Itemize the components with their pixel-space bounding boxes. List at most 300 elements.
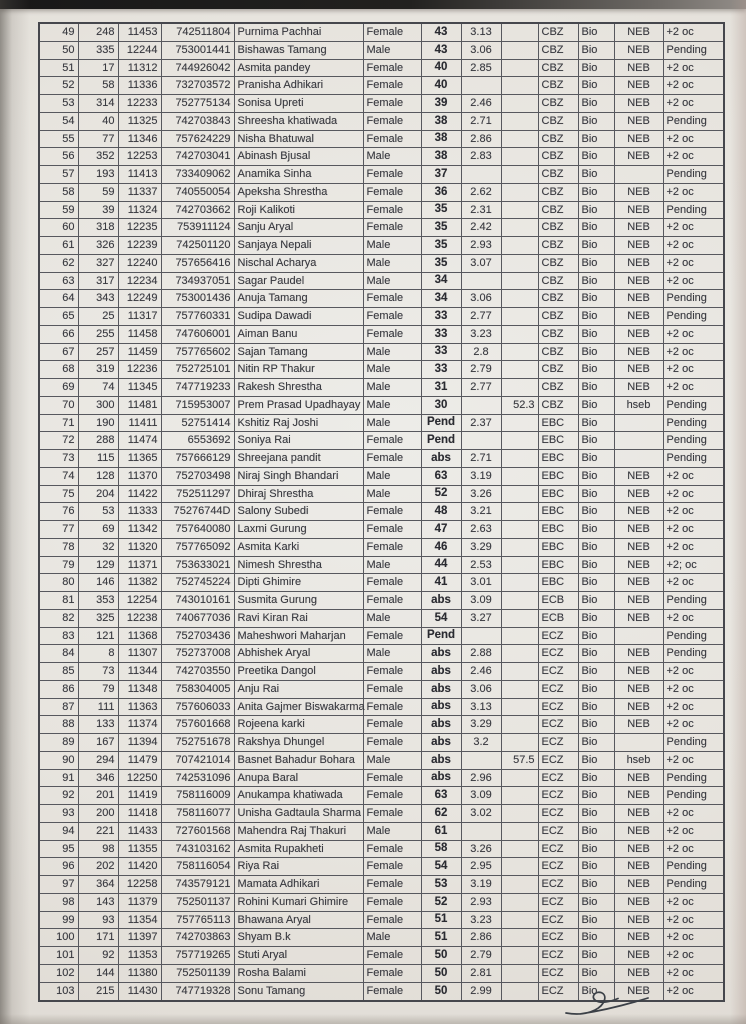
cell-phone: 752501139 [161,964,234,982]
cell-gpa: 2.42 [461,219,501,237]
cell-stream: EBC [538,485,578,503]
cell-extra [501,716,538,734]
cell-gender: Male [363,467,421,485]
cell-remark: Pending [663,396,724,414]
cell-extra [501,893,538,911]
cell-sn: 77 [39,521,78,539]
cell-name: Niraj Singh Bhandari [234,467,363,485]
cell-sn: 54 [39,112,78,130]
cell-score: 63 [421,467,461,485]
table-row [39,698,724,716]
cell-subject: Bio [578,290,614,308]
cell-board: NEB [614,343,663,361]
cell-sn: 102 [39,964,78,982]
cell-gender: Female [363,964,421,982]
cell-symbol: 11317 [118,308,161,326]
cell-subject: Bio [578,396,614,414]
cell-gpa: 2.93 [461,893,501,911]
cell-roll: 129 [78,556,118,574]
cell-remark: +2 oc [663,237,724,255]
cell-score: 39 [421,95,461,113]
cell-remark: +2 oc [663,485,724,503]
cell-phone: 747719233 [161,379,234,397]
cell-board: NEB [614,698,663,716]
cell-stream: ECZ [538,769,578,787]
cell-subject: Bio [578,272,614,290]
table-row [39,556,724,574]
cell-subject: Bio [578,148,614,166]
cell-sn: 74 [39,467,78,485]
cell-gpa: 3.06 [461,680,501,698]
cell-roll: 143 [78,893,118,911]
cell-remark: +2 oc [663,272,724,290]
cell-name: Abhishek Aryal [234,645,363,663]
cell-symbol: 11420 [118,858,161,876]
table-row [39,840,724,858]
cell-board: NEB [614,485,663,503]
cell-name: Dipti Ghimire [234,574,363,592]
scan-edge-top [0,0,746,9]
cell-roll: 190 [78,414,118,432]
cell-score: Pend [421,432,461,450]
cell-name: Nischal Acharya [234,254,363,272]
cell-gpa [461,166,501,184]
cell-subject: Bio [578,237,614,255]
cell-subject: Bio [578,964,614,982]
table-row [39,396,724,414]
cell-roll: 59 [78,183,118,201]
cell-score: 46 [421,538,461,556]
cell-gender: Female [363,130,421,148]
cell-remark: +2 oc [663,982,724,1001]
table-row [39,592,724,610]
cell-gpa: 2.86 [461,929,501,947]
cell-roll: 40 [78,112,118,130]
cell-subject: Bio [578,929,614,947]
cell-remark: +2 oc [663,538,724,556]
cell-extra [501,805,538,823]
cell-sn: 83 [39,627,78,645]
table-row [39,858,724,876]
cell-symbol: 12235 [118,219,161,237]
cell-phone: 733409062 [161,166,234,184]
cell-sn: 81 [39,592,78,610]
cell-remark: +2 oc [663,130,724,148]
cell-gpa: 2.81 [461,964,501,982]
cell-stream: ECZ [538,805,578,823]
cell-score: 40 [421,77,461,95]
cell-roll: 93 [78,911,118,929]
cell-phone: 715953007 [161,396,234,414]
cell-roll: 248 [78,23,118,41]
cell-symbol: 12250 [118,769,161,787]
table-row [39,41,724,59]
cell-board: NEB [614,521,663,539]
table-row [39,432,724,450]
cell-phone: 757765113 [161,911,234,929]
cell-gender: Female [363,201,421,219]
cell-stream: ECZ [538,964,578,982]
cell-gpa: 3.09 [461,787,501,805]
cell-roll: 257 [78,343,118,361]
cell-board: NEB [614,538,663,556]
cell-score: 34 [421,290,461,308]
cell-symbol: 11325 [118,112,161,130]
cell-remark: +2 oc [663,325,724,343]
table-row [39,822,724,840]
cell-board: NEB [614,95,663,113]
cell-name: Stuti Aryal [234,947,363,965]
cell-remark: +2 oc [663,716,724,734]
cell-symbol: 11354 [118,911,161,929]
cell-phone: 758304005 [161,680,234,698]
cell-roll: 221 [78,822,118,840]
table-row [39,254,724,272]
cell-stream: ECZ [538,751,578,769]
cell-subject: Bio [578,450,614,468]
cell-remark: Pending [663,769,724,787]
cell-subject: Bio [578,663,614,681]
cell-gender: Female [363,432,421,450]
cell-symbol: 12234 [118,272,161,290]
cell-roll: 111 [78,698,118,716]
cell-subject: Bio [578,592,614,610]
cell-gpa: 2.46 [461,663,501,681]
cell-board: NEB [614,308,663,326]
cell-roll: 317 [78,272,118,290]
cell-gender: Female [363,112,421,130]
table-row [39,130,724,148]
cell-gpa: 3.27 [461,609,501,627]
cell-sn: 92 [39,787,78,805]
cell-gpa: 2.79 [461,361,501,379]
cell-remark: +2 oc [663,361,724,379]
cell-phone: 752703498 [161,467,234,485]
cell-gpa: 2.88 [461,645,501,663]
cell-score: abs [421,769,461,787]
cell-board: NEB [614,911,663,929]
cell-stream: CBZ [538,254,578,272]
cell-phone: 742501120 [161,237,234,255]
cell-name: Susmita Gurung [234,592,363,610]
cell-remark: +2 oc [663,521,724,539]
cell-score: 30 [421,396,461,414]
cell-extra [501,627,538,645]
cell-symbol: 11430 [118,982,161,1001]
cell-extra [501,308,538,326]
cell-stream: CBZ [538,59,578,77]
cell-board: NEB [614,840,663,858]
cell-board: NEB [614,822,663,840]
cell-symbol: 12238 [118,609,161,627]
cell-gpa: 3.19 [461,876,501,894]
cell-name: Anukampa khatiwada [234,787,363,805]
cell-gender: Female [363,503,421,521]
cell-symbol: 11333 [118,503,161,521]
cell-board: NEB [614,467,663,485]
cell-phone: 707421014 [161,751,234,769]
cell-gpa: 3.26 [461,840,501,858]
cell-symbol: 11413 [118,166,161,184]
cell-gender: Female [363,787,421,805]
cell-name: Asmita Rupakheti [234,840,363,858]
cell-sn: 59 [39,201,78,219]
cell-gpa: 2.53 [461,556,501,574]
cell-remark: +2 oc [663,148,724,166]
cell-subject: Bio [578,574,614,592]
cell-stream: ECZ [538,858,578,876]
table-row [39,343,724,361]
cell-phone: 752775134 [161,95,234,113]
cell-extra [501,254,538,272]
cell-symbol: 12240 [118,254,161,272]
cell-gpa: 3.2 [461,734,501,752]
cell-sn: 85 [39,663,78,681]
cell-subject: Bio [578,414,614,432]
cell-symbol: 12236 [118,361,161,379]
cell-remark: +2 oc [663,929,724,947]
cell-sn: 94 [39,822,78,840]
cell-phone: 742703041 [161,148,234,166]
cell-phone: 752511297 [161,485,234,503]
cell-remark: +2 oc [663,503,724,521]
cell-stream: ECZ [538,876,578,894]
cell-symbol: 11353 [118,947,161,965]
cell-sn: 96 [39,858,78,876]
cell-sn: 101 [39,947,78,965]
cell-phone: 742703863 [161,929,234,947]
table-row [39,964,724,982]
cell-name: Rosha Balami [234,964,363,982]
cell-subject: Bio [578,201,614,219]
cell-extra [501,982,538,1001]
cell-phone: 75276744D [161,503,234,521]
cell-remark: Pending [663,787,724,805]
cell-sn: 50 [39,41,78,59]
cell-remark: Pending [663,734,724,752]
cell-stream: ECZ [538,947,578,965]
cell-score: 52 [421,485,461,503]
cell-name: Prem Prasad Upadhayay [234,396,363,414]
cell-score: 58 [421,840,461,858]
cell-symbol: 12244 [118,41,161,59]
cell-remark: +2 oc [663,59,724,77]
cell-stream: ECZ [538,982,578,1001]
cell-name: Nitin RP Thakur [234,361,363,379]
cell-name: Rojeena karki [234,716,363,734]
cell-gpa: 2.83 [461,148,501,166]
cell-subject: Bio [578,680,614,698]
cell-extra [501,290,538,308]
cell-phone: 744926042 [161,59,234,77]
cell-gender: Female [363,716,421,734]
cell-gender: Male [363,237,421,255]
cell-gpa: 3.26 [461,485,501,503]
cell-remark: Pending [663,41,724,59]
cell-score: 51 [421,929,461,947]
cell-gpa: 3.29 [461,716,501,734]
cell-gpa: 3.06 [461,41,501,59]
cell-sn: 66 [39,325,78,343]
cell-gender: Female [363,538,421,556]
cell-gpa [461,822,501,840]
cell-gender: Female [363,77,421,95]
table-row [39,609,724,627]
cell-extra [501,734,538,752]
table-row [39,911,724,929]
cell-gender: Female [363,219,421,237]
cell-board: NEB [614,876,663,894]
cell-stream: CBZ [538,130,578,148]
cell-subject: Bio [578,716,614,734]
cell-stream: CBZ [538,112,578,130]
cell-gpa: 2.77 [461,379,501,397]
cell-subject: Bio [578,769,614,787]
cell-sn: 100 [39,929,78,947]
cell-stream: ECZ [538,627,578,645]
cell-score: 50 [421,947,461,965]
cell-roll: 202 [78,858,118,876]
cell-gender: Female [363,290,421,308]
cell-phone: 757601668 [161,716,234,734]
cell-board: NEB [614,982,663,1001]
cell-board: NEB [614,254,663,272]
table-row [39,272,724,290]
cell-score: 50 [421,982,461,1001]
cell-gpa: 2.71 [461,112,501,130]
cell-roll: 167 [78,734,118,752]
cell-gpa [461,751,501,769]
cell-symbol: 11324 [118,201,161,219]
cell-board: hseb [614,396,663,414]
table-row [39,947,724,965]
cell-name: Mahendra Raj Thakuri [234,822,363,840]
cell-score: abs [421,734,461,752]
cell-sn: 103 [39,982,78,1001]
cell-roll: 74 [78,379,118,397]
cell-roll: 294 [78,751,118,769]
cell-extra [501,77,538,95]
cell-phone: 753911124 [161,219,234,237]
cell-stream: CBZ [538,361,578,379]
cell-gpa: 2.8 [461,343,501,361]
cell-extra [501,325,538,343]
cell-roll: 128 [78,467,118,485]
cell-subject: Bio [578,609,614,627]
cell-score: 35 [421,237,461,255]
cell-roll: 204 [78,485,118,503]
cell-roll: 288 [78,432,118,450]
cell-subject: Bio [578,95,614,113]
cell-subject: Bio [578,751,614,769]
cell-symbol: 11411 [118,414,161,432]
cell-symbol: 12233 [118,95,161,113]
cell-remark: +2 oc [663,609,724,627]
cell-roll: 201 [78,787,118,805]
cell-gender: Male [363,556,421,574]
table-row [39,201,724,219]
cell-gender: Female [363,325,421,343]
cell-gender: Female [363,59,421,77]
cell-gender: Female [363,23,421,41]
cell-roll: 144 [78,964,118,982]
cell-board: NEB [614,964,663,982]
cell-score: 51 [421,911,461,929]
cell-extra [501,59,538,77]
cell-board: NEB [614,77,663,95]
cell-gender: Male [363,148,421,166]
cell-sn: 52 [39,77,78,95]
cell-extra [501,680,538,698]
cell-stream: EBC [538,432,578,450]
table-row [39,574,724,592]
cell-gpa: 2.46 [461,95,501,113]
cell-remark: +2 oc [663,343,724,361]
cell-remark: +2 oc [663,964,724,982]
cell-board [614,627,663,645]
cell-score: 43 [421,23,461,41]
cell-extra [501,23,538,41]
cell-name: Rohini Kumari Ghimire [234,893,363,911]
cell-remark: Pending [663,592,724,610]
cell-extra [501,485,538,503]
cell-board: NEB [614,290,663,308]
cell-board [614,166,663,184]
cell-name: Pranisha Adhikari [234,77,363,95]
cell-gpa: 3.21 [461,503,501,521]
cell-stream: EBC [538,467,578,485]
cell-extra [501,503,538,521]
cell-phone: 757656416 [161,254,234,272]
cell-gpa [461,77,501,95]
cell-gpa: 2.96 [461,769,501,787]
cell-subject: Bio [578,982,614,1001]
cell-remark: +2 oc [663,379,724,397]
cell-name: Shreesha khatiwada [234,112,363,130]
cell-phone: 6553692 [161,432,234,450]
cell-subject: Bio [578,787,614,805]
cell-sn: 61 [39,237,78,255]
cell-sn: 72 [39,432,78,450]
cell-extra [501,645,538,663]
cell-sn: 82 [39,609,78,627]
cell-name: Anupa Baral [234,769,363,787]
cell-symbol: 12258 [118,876,161,894]
cell-board: NEB [614,201,663,219]
cell-board: NEB [614,929,663,947]
cell-name: Rakesh Shrestha [234,379,363,397]
cell-stream: CBZ [538,325,578,343]
cell-gpa: 2.85 [461,59,501,77]
cell-gpa: 3.07 [461,254,501,272]
student-results-table [38,22,725,1002]
cell-gender: Male [363,396,421,414]
table-row [39,23,724,41]
cell-subject: Bio [578,503,614,521]
cell-stream: EBC [538,521,578,539]
cell-gender: Female [363,592,421,610]
cell-score: 62 [421,805,461,823]
cell-gpa: 3.29 [461,538,501,556]
cell-subject: Bio [578,645,614,663]
cell-stream: ECZ [538,698,578,716]
cell-symbol: 11345 [118,379,161,397]
cell-stream: EBC [538,414,578,432]
cell-remark: Pending [663,627,724,645]
cell-gpa [461,627,501,645]
table-row [39,219,724,237]
table-row [39,645,724,663]
